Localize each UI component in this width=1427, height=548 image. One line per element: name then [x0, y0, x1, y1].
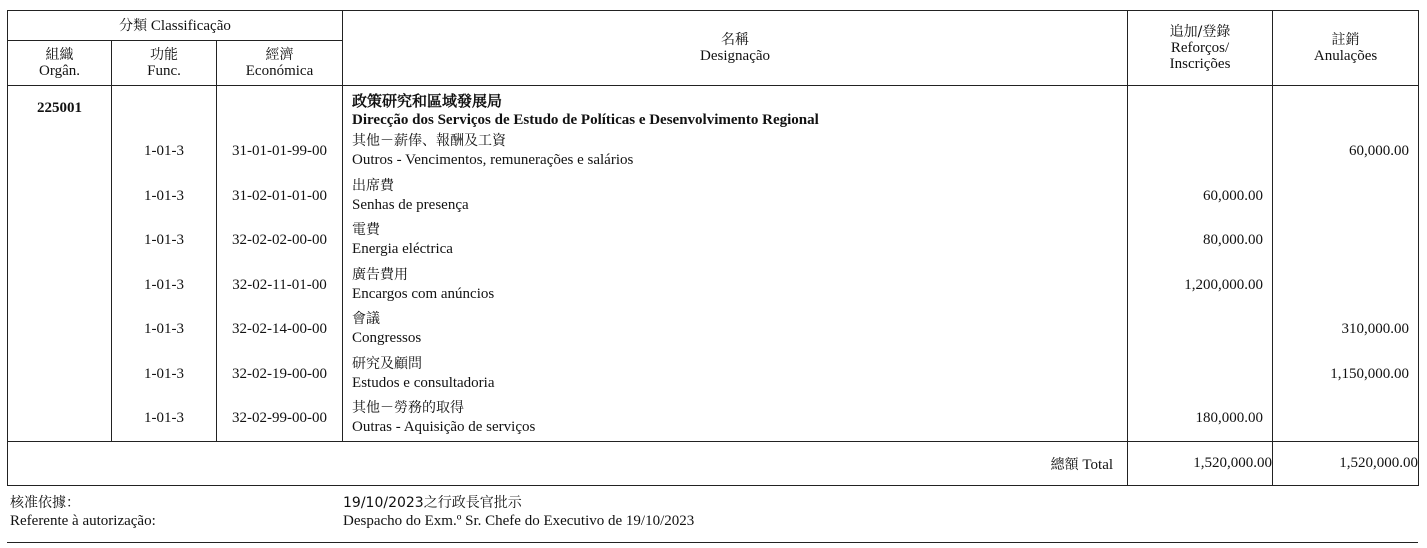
- line-item-description-zh: 出席費: [352, 177, 395, 194]
- total-row: [8, 442, 1419, 486]
- reinforcements-pt1: Reforços/: [1170, 40, 1230, 56]
- total-label: [8, 442, 1128, 486]
- functional-header: [112, 41, 217, 86]
- reinforcements-pt2: Inscrições: [1169, 56, 1231, 72]
- line-item-description-zh: 廣告費用: [352, 266, 409, 283]
- total-cancellations: 1,520,000.00: [1273, 442, 1419, 486]
- reinforcement-amount: 1,200,000.00: [1184, 276, 1264, 293]
- functional-column: [112, 86, 217, 442]
- economic-code: 32-02-11-01-00: [232, 276, 327, 293]
- functional-code: 1-01-3: [144, 365, 184, 382]
- cancellations-pt: Anulações: [1313, 48, 1378, 64]
- line-item-description-pt: Energia eléctrica: [352, 241, 453, 257]
- cancellations-header: [1273, 11, 1419, 86]
- designation-column: [343, 86, 1128, 442]
- functional-pt: Func.: [147, 63, 181, 79]
- authorization-label-pt: Referente à autorização:: [10, 513, 156, 529]
- functional-zh: 功能: [150, 47, 178, 63]
- entity-name-pt: Direcção dos Serviços de Estudo de Políticas e Desenvolvimento Regional: [352, 112, 819, 128]
- functional-code: 1-01-3: [144, 187, 184, 204]
- line-item-description-zh: 電費: [352, 222, 381, 238]
- economic-code: 31-01-01-99-00: [232, 143, 327, 159]
- line-item-description: [352, 221, 453, 259]
- functional-code: 1-01-3: [144, 143, 184, 159]
- line-item-description-pt: Congressos: [352, 330, 422, 346]
- economic-column: [217, 86, 343, 442]
- authorization-value-pt: Despacho do Exm.º Sr. Chefe do Executivo de 19/10/2023: [343, 513, 695, 529]
- authorization-value: [343, 494, 694, 530]
- reinforcements-header: [1128, 11, 1273, 86]
- cancellations-zh: 註銷: [1331, 32, 1360, 48]
- line-item-description-zh: 其他－薪俸、報酬及工資: [352, 133, 507, 149]
- entity-name: [352, 92, 819, 130]
- cancellation-amount: 310,000.00: [1341, 321, 1410, 337]
- total-label-pt: Total: [1082, 456, 1114, 473]
- functional-code: 1-01-3: [144, 276, 184, 293]
- classification-zh: 分類: [119, 17, 148, 34]
- line-item-description-pt: Estudos e consultadoria: [352, 374, 495, 391]
- economic-pt: Económica: [245, 63, 314, 79]
- cancellations-column: [1273, 86, 1419, 442]
- organic-column: [8, 86, 112, 442]
- functional-code: 1-01-3: [144, 410, 184, 426]
- functional-code: 1-01-3: [144, 321, 184, 337]
- cancellation-amount: 60,000.00: [1349, 143, 1410, 159]
- economic-zh: 經濟: [265, 47, 294, 63]
- economic-code: 32-02-14-00-00: [232, 321, 327, 337]
- line-item-description-pt: Outros - Vencimentos, remunerações e salários: [352, 152, 634, 168]
- budget-table: [7, 10, 1419, 486]
- total-label-zh: 總額: [1050, 456, 1079, 473]
- entity-name-zh: 政策研究和區域發展局: [352, 92, 503, 110]
- reinforcements-zh: 追加/登錄: [1169, 24, 1231, 40]
- line-item-description: [352, 399, 535, 437]
- organic-zh: 組織: [45, 47, 74, 63]
- designation-pt: Designação: [700, 48, 771, 64]
- line-item-description: [352, 266, 494, 304]
- economic-code: 32-02-02-00-00: [232, 232, 327, 248]
- designation-zh: 名稱: [721, 32, 750, 48]
- organic-header: [8, 41, 112, 86]
- designation-header: [343, 11, 1128, 86]
- line-item-description: [352, 132, 633, 170]
- reinforcement-amount: 60,000.00: [1203, 187, 1264, 204]
- line-item-description-zh: 研究及顧問: [352, 355, 423, 372]
- classification-header: [8, 11, 343, 41]
- reinforcement-amount: 180,000.00: [1195, 410, 1264, 426]
- functional-code: 1-01-3: [144, 232, 184, 248]
- economic-code: 31-02-01-01-00: [232, 187, 327, 204]
- organic-code: 225001: [37, 100, 82, 116]
- authorization-label: [10, 494, 156, 530]
- line-item-description-zh: 其他－勞務的取得: [352, 400, 465, 416]
- line-item-description: [352, 310, 421, 348]
- economic-header: [217, 41, 343, 86]
- authorization-value-zh: 19/10/2023之行政長官批示: [343, 495, 522, 511]
- classification-pt: Classificação: [150, 17, 231, 34]
- line-item-description: [352, 177, 469, 215]
- line-item-description-zh: 會議: [352, 311, 381, 327]
- line-item-description: [352, 355, 494, 393]
- economic-code: 32-02-99-00-00: [232, 410, 327, 426]
- organic-pt: Orgân.: [39, 63, 80, 79]
- authorization-block: [7, 486, 1418, 543]
- reinforcements-column: [1128, 86, 1273, 442]
- budget-document: [7, 10, 1418, 543]
- total-reinforcements: 1,520,000.00: [1128, 442, 1273, 486]
- cancellation-amount: 1,150,000.00: [1330, 365, 1410, 382]
- line-item-description-pt: Encargos com anúncios: [352, 285, 495, 302]
- economic-code: 32-02-19-00-00: [232, 365, 327, 382]
- line-item-description-pt: Senhas de presença: [352, 196, 469, 213]
- authorization-label-zh: 核准依據：: [10, 495, 80, 511]
- line-item-description-pt: Outras - Aquisição de serviços: [352, 419, 536, 435]
- reinforcement-amount: 80,000.00: [1203, 232, 1264, 248]
